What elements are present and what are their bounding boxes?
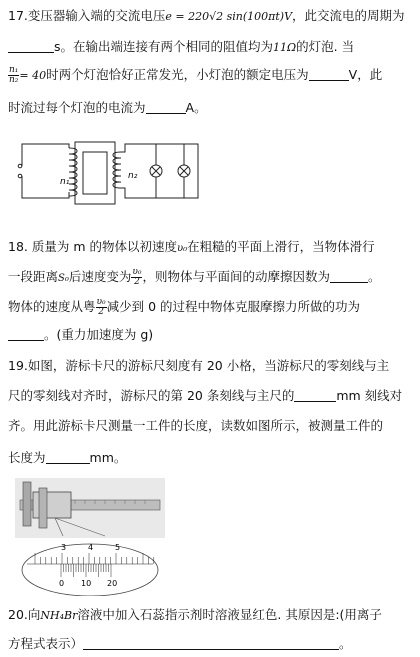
q19-line-2: 尺的零刻线对齐时，游标尺的第 20 条刻线与主尺的 mm 刻线对 [8, 388, 403, 403]
transformer-core [75, 142, 115, 204]
main-scale-mark-blank[interactable] [294, 389, 336, 402]
q20-line-2: 方程式表示） 。 [8, 636, 352, 651]
main-scale-5: 5 [115, 543, 121, 552]
q19-line-4: 长度为 mm。 [8, 450, 127, 465]
ionic-equation-blank[interactable] [83, 637, 339, 650]
vernier-scale-0: 0 [59, 579, 65, 588]
length-reading-blank[interactable] [46, 451, 90, 464]
period-blank[interactable] [8, 40, 54, 53]
friction-coefficient-blank[interactable] [330, 270, 368, 283]
q18-line-2: 一段距离S₀后速度变为 $\frac{\text{υ₀}}{2}$ ，则物体与平面间的动摩擦因数为 。 [8, 267, 381, 287]
q17-line-3: $\frac{\text{n₁}}{\text{n₂}}$ = 40时两个灯泡恰好正常发光，小灯泡的额定电压为 V，此 [9, 65, 383, 85]
main-scale-4: 4 [88, 543, 94, 552]
input-terminal-bottom [18, 174, 22, 178]
label-n1: n₁ [60, 177, 70, 187]
caliper-moving-jaw [39, 488, 47, 528]
q18-line-1: 18. 质量为 m 的物体以初速度υ₀在粗糙的平面上滑行，当物体滑行 [8, 239, 375, 254]
transformer-circuit-diagram [12, 138, 202, 213]
current-blank[interactable] [146, 101, 186, 114]
label-n2: n₂ [128, 171, 138, 181]
main-scale-3: 3 [61, 543, 67, 552]
q19-line-3: 齐。用此游标卡尺测量一工件的长度，读数如图所示，被测量工件的 [8, 418, 384, 433]
q17-line-4: 时流过每个灯泡的电流为 A。 [8, 100, 207, 115]
vernier-scale-20: 20 [107, 579, 118, 588]
caliper-fixed-jaw [23, 482, 31, 526]
vernier-caliper-photo [15, 478, 165, 596]
q17-line-2: s。在输出端连接有两个相同的阻值均为11Ω的灯泡. 当 [8, 39, 354, 56]
input-terminal-top [18, 164, 22, 168]
vernier-scale-10: 10 [81, 579, 92, 588]
q18-line-3: 物体的速度从粤 $\frac{\text{υ₀}}{2}$ 减少到 0 的过程中物体克服摩擦力所做的功为 [8, 297, 361, 317]
work-blank[interactable] [8, 328, 44, 341]
voltage-formula: e = 220√2 sin(100πt)V [165, 10, 293, 23]
q17-line-1: 17.变压器输入端的交流电压e = 220√2 sin(100πt)V，此交流电的周期为 [8, 8, 405, 23]
q18-line-4: 。(重力加速度为 g) [8, 327, 153, 343]
secondary-coil [113, 152, 121, 188]
half-velocity-fraction: $\frac{\text{υ₀}}{2}$ [132, 267, 142, 287]
voltage-blank[interactable] [309, 68, 349, 81]
primary-coil [69, 148, 77, 196]
turns-ratio: $\frac{\text{n₁}}{\text{n₂}}$ [9, 65, 19, 85]
half-velocity-fraction-2: $\frac{\text{υ₀}}{2}$ [96, 297, 106, 317]
q20-line-1: 20.向NH₄Br溶液中加入石蕊指示剂时溶液显红色. 其原因是:(用离子 [8, 607, 382, 622]
q19-line-1: 19.如图，游标卡尺的游标尺刻度有 20 小格，当游标尺的零刻线与主 [8, 358, 390, 373]
